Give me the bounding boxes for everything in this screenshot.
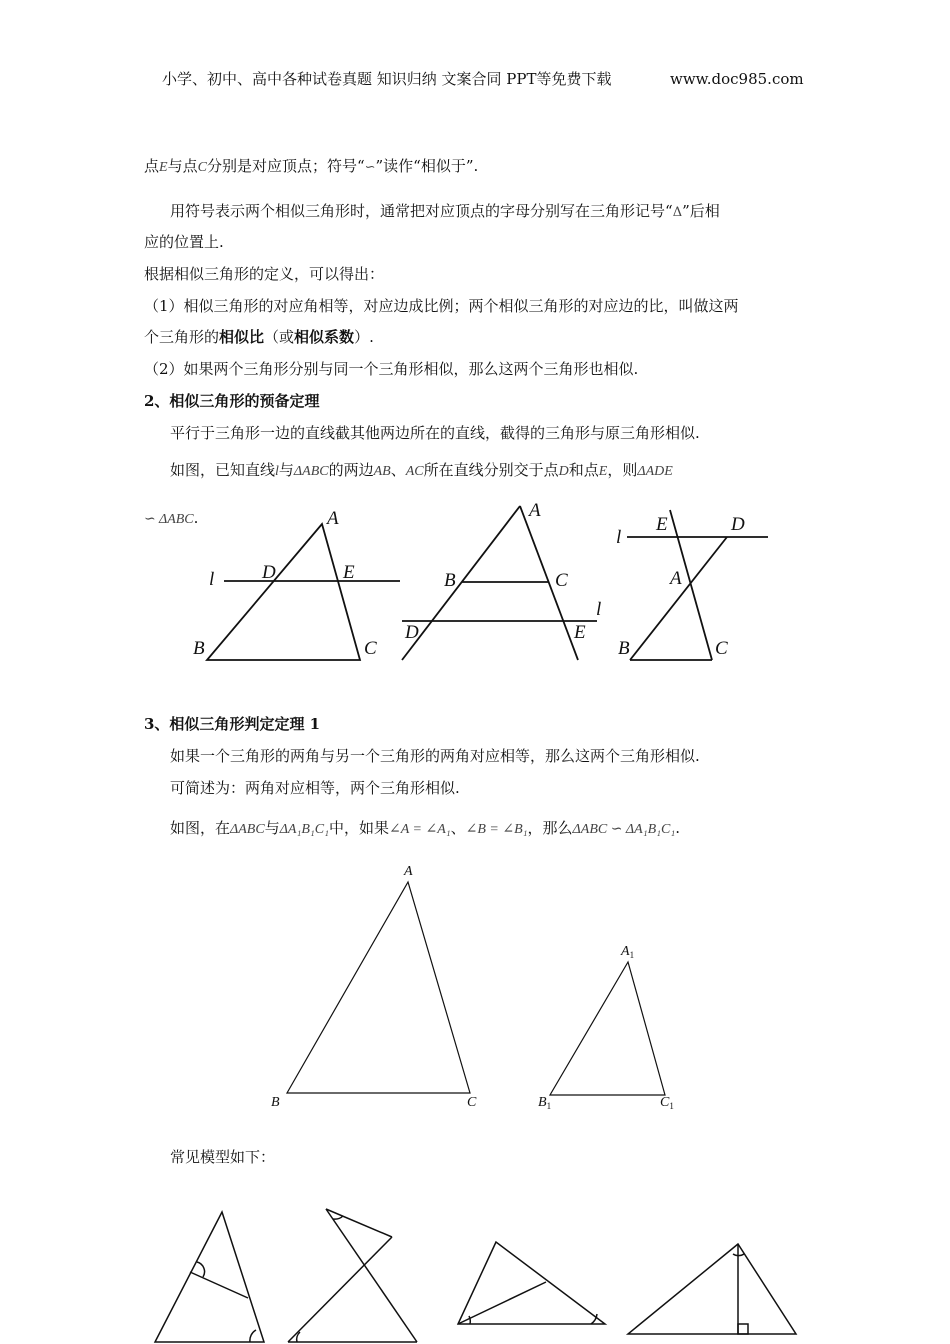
fig1c-label-E: E (656, 514, 668, 535)
fig2-label-B1: $B_1$ (538, 1095, 552, 1111)
para-notation: 用符号表示两个相似三角形时，通常把对应顶点的字母分别写在三角形记号“Δ”后相 (170, 202, 720, 220)
fig2-label-C1: $C_1$ (660, 1095, 674, 1111)
section-3-body-1: 如果一个三角形的两角与另一个三角形的两角对应相等，那么这两个三角形相似. (170, 747, 700, 765)
section-3-example: 如图，在ΔABC与ΔA₁B₁C₁中，如果∠A = ∠A₁、∠B = ∠B₁，那么ΔABC ∽ ΔA₁B₁C₁. (170, 819, 680, 837)
fig1c-label-B: B (618, 638, 630, 659)
fig1b-label-D: D (405, 622, 419, 643)
figure-1b-triangle (402, 506, 597, 660)
fig2-label-A: A (404, 864, 413, 879)
models-intro: 常见模型如下： (170, 1148, 276, 1166)
fig1b-label-l: l (596, 599, 602, 620)
fig1c-label-l: l (616, 527, 622, 548)
header-site[interactable]: www.doc985.com (670, 70, 804, 88)
model-3-triangle (458, 1242, 605, 1324)
section-3-body-2: 可简述为：两角对应相等，两个三角形相似. (170, 779, 460, 797)
figure-2-triangle-a1b1c1 (550, 962, 665, 1095)
fig2-label-C: C (467, 1095, 477, 1110)
fig1a-label-D: D (262, 562, 276, 583)
section-2-example-cont: ∽ ΔABC. (144, 509, 199, 527)
para-property-2: （2）如果两个三角形分别与同一个三角形相似，那么这两个三角形也相似. (144, 360, 639, 378)
fig1c-label-D: D (731, 514, 745, 535)
para-property-1: （1）相似三角形的对应角相等，对应边成比例；两个相似三角形的对应边的比，叫做这两 (144, 297, 739, 315)
fig1c-label-C: C (715, 638, 728, 659)
section-2-body: 平行于三角形一边的直线截其他两边所在的直线，截得的三角形与原三角形相似. (170, 424, 700, 442)
figure-2-triangle-abc (287, 882, 470, 1093)
fig1b-label-B: B (444, 570, 456, 591)
fig1b-label-C: C (555, 570, 568, 591)
section-2-example: 如图，已知直线l与ΔABC的两边AB、AC所在直线分别交于点D和点E，则ΔADE (170, 461, 673, 479)
fig1a-label-l: l (209, 569, 215, 590)
fig1a-label-C: C (364, 638, 377, 659)
fig2-label-A1: $A_1$ (621, 944, 635, 960)
model-2-crossing (288, 1209, 417, 1342)
fig1b-label-A: A (529, 500, 541, 521)
fig1a-label-B: B (193, 638, 205, 659)
fig2-label-B: B (271, 1095, 280, 1110)
para-property-1-cont: 个三角形的相似比（或相似系数）. (144, 328, 374, 346)
model-4-right-triangle (628, 1244, 796, 1334)
section-3-title: 3、相似三角形判定定理 1 (144, 715, 321, 733)
para-definition-intro: 根据相似三角形的定义，可以得出： (144, 265, 385, 283)
fig1b-label-E: E (574, 622, 586, 643)
para-corresponding-vertices: 点E与点C分别是对应顶点；符号“∽”读作“相似于”. (144, 157, 479, 175)
model-1-triangle (155, 1212, 264, 1342)
header-text: 小学、初中、高中各种试卷真题 知识归纳 文案合同 PPT等免费下载 (162, 70, 612, 88)
fig1a-label-A: A (327, 508, 339, 529)
fig1c-label-A: A (670, 568, 682, 589)
para-notation-cont: 应的位置上. (144, 233, 224, 251)
figure-1c-triangle (627, 510, 768, 660)
fig1a-label-E: E (343, 562, 355, 583)
section-2-title: 2、相似三角形的预备定理 (144, 392, 320, 410)
